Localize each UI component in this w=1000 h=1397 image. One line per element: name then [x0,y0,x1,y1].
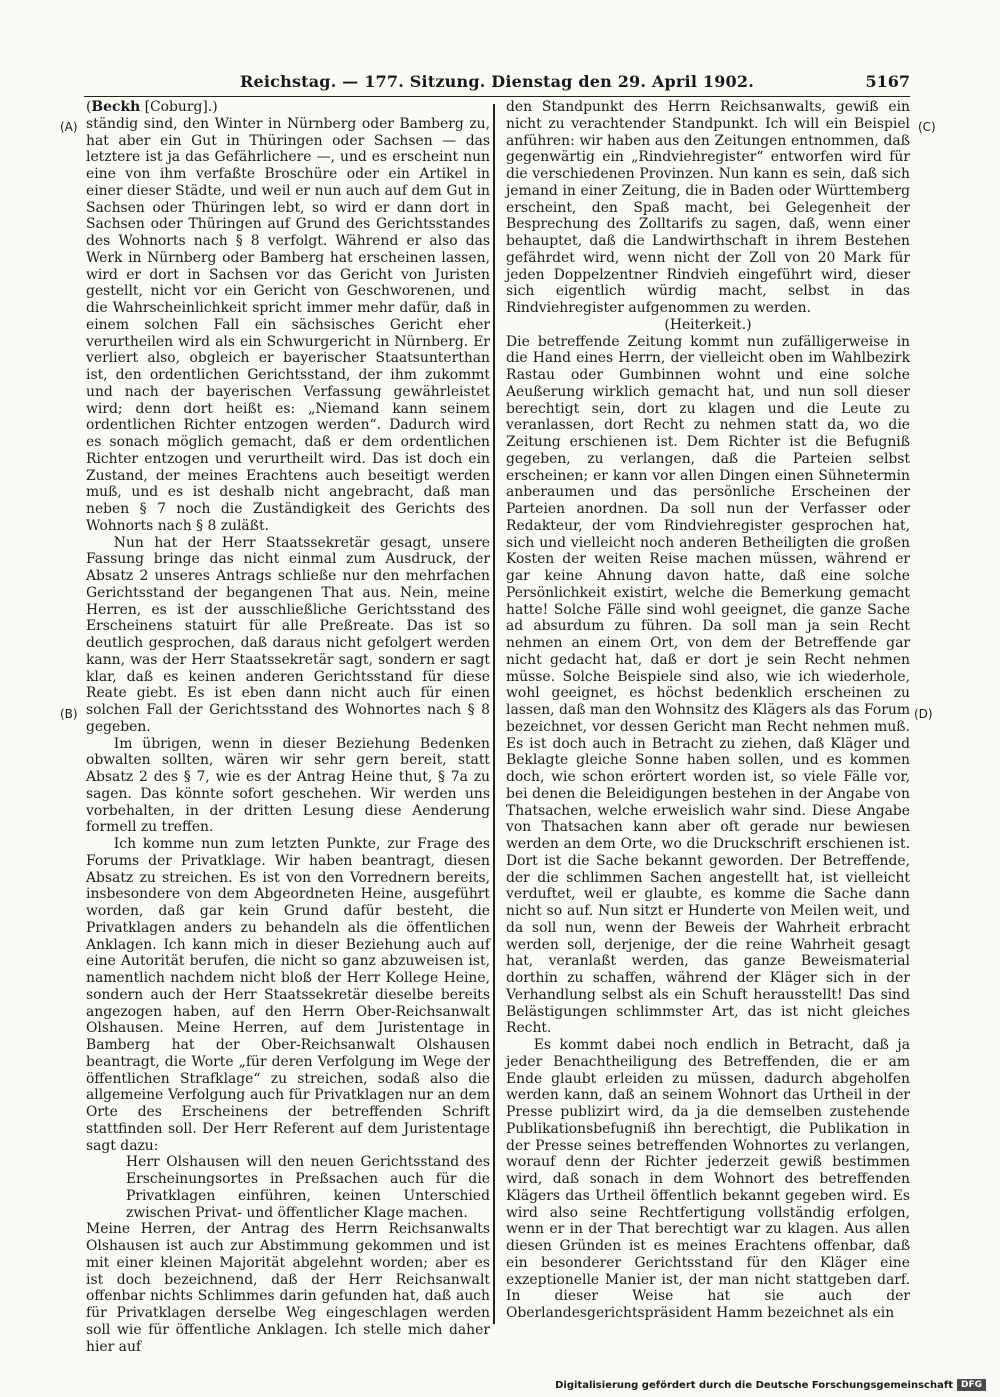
margin-mark-a: (A) [60,120,78,134]
dfg-logo: DFG [957,1379,986,1391]
paragraph: Nun hat der Herr Staatssekretär gesagt, unsere Fassung bringe das nicht einmal zum Ausdruck, der Absatz 2 unseres Antrags schließe nur den mehrfachen Gerichtsstand der begangenen That aus. Nein, meine Herren, es ist der ausschließliche Gerichtsstand des Erscheinens statuirt für alle Preßreate. Das ist so deutlich gesprochen, daß daraus nicht gefolgert werden kann, was der Herr Staatssekretär sagt, sondern er sagt klar, daß es keinen anderen Gerichtsstand für diese Reate giebt. Es ist eben dann nicht auch für einen solchen Fall der Gerichtsstand des Wohnortes nach § 8 gegeben. [86,534,490,735]
header-title: Reichstag. — 177. Sitzung. Dienstag den 29. April 1902. [240,72,754,91]
paragraph: Im übrigen, wenn in dieser Beziehung Bedenken obwalten sollten, wären wir sehr gern bereit, statt Absatz 2 des § 7, wie es der Antrag Heine thut, § 7a zu sagen. Das könnte sofort geschehen. Wir werden uns vorbehalten, in der dritten Lesung diese Aenderung formell zu treffen. [86,735,490,836]
page-number: 5167 [865,72,910,91]
right-column [506,99,910,1322]
page-header [84,72,910,97]
paragraph: ständig sind, den Winter in Nürnberg oder Bamberg zu, hat aber ein Gut in Thüringen oder Sachsen — das letztere ist ja das Gefährlichere —, und es erscheint nun eine von ihm verfaßte Broschüre oder ein Artikel in einer dieser Städte, und weil er nun auch auf dem Gut in Sachsen oder Thüringen lebt, so wird er dann dort in Sachsen oder Thüringen auf Grund des Gerichtsstandes des Wohnorts nach § 8 verfolgt. Während er also das Werk in Nürnberg oder Bamberg hat erscheinen lassen, wird er dort in Sachsen vor das Gericht von Juristen gestellt, nicht vor ein Gericht von Geschworenen, und die Wahrscheinlichkeit spricht immer mehr dafür, daß in einem solchen Fall ein sächsisches Gericht eher verurtheilen wird als ein Schwurgericht in Nürnberg. Er verliert also, obgleich er bayerischer Staatsunterthan ist, den ordentlichen Gerichtsstand, der ihm zukommt und nach der bayerischen Verfassung gewährleistet wird; denn dort heißt es: „Niemand kann seinem ordentlichen Richter entzogen werden“. Dadurch wird es sonach möglich gemacht, daß er dem ordentlichen Richter entzogen und verurtheilt wird. Das ist doch ein Zustand, der meines Erachtens auch beseitigt werden muß, und es ist deshalb nicht angebracht, daß man neben § 7 noch die Zuständigkeit des Gerichts des Wohnorts nach § 8 zuläßt. [86,115,490,534]
interjection: (Heiterkeit.) [664,316,752,333]
footer-text: Digitalisierung gefördert durch die Deutsche Forschungsgemeinschaft [555,1379,953,1391]
margin-mark-c: (C) [918,120,936,134]
column-divider [493,104,495,1324]
speaker-suffix: [Coburg].) [140,99,218,115]
left-column [86,99,490,1355]
speaker-name: Beckh [91,99,141,115]
paragraph: Die betreffende Zeitung kommt nun zufälligerweise in die Hand eines Herrn, der vielleicht oben im Wahlbezirk Rastau oder Gumbinnen wohnt und eine solche Aeußerung wirklich gemacht hat, und nun soll dieser berechtigt sein, dort zu klagen und die Leute zu veranlassen, dort Recht zu nehmen statt da, wo die Zeitung erschienen ist. Dem Richter ist die Befugniß gegeben, zu verlangen, daß die Parteien selbst erscheinen; er kann vor allen Dingen einen Sühnetermin anberaumen und das persönliche Erscheinen der Parteien anordnen. Da soll nun der Verfasser oder Redakteur, der vom Rindviehregister gesprochen hat, sich und vielleicht noch anderen Betheiligten die großen Kosten der weiten Reise machen müssen, während er gar keine Ahnung davon hatte, daß eine solche Persönlichkeit existirt, welche die Bemerkung gemacht hatte! Solche Fälle sind wohl geeignet, die ganze Sache ad absurdum zu führen. Da soll man ja sein Recht nehmen an einem Ort, von dem der Betreffende gar nicht gedacht hat, daß er dort je sein Recht nehmen müsse. Solche Beispiele sind also, wie ich wiederhole, wohl geeignet, es höchst bedenklich erscheinen zu lassen, daß man den Wohnsitz des Klägers als das Forum bezeichnet, vor dessen Gericht man Recht nehmen muß. Es ist doch auch in Betracht zu ziehen, daß Kläger und Beklagte gleiche Sonne haben sollen, und es kommen doch, wie schon erörtert worden ist, so viele Fälle vor, bei denen die Beleidigungen bestehen in der Angabe von Thatsachen, welche erweislich wahr sind. Diese Angabe von Thatsachen kann aber oft gerade nur bewiesen werden an dem Orte, wo die Druckschrift erschienen ist. Dort ist die Sache bekannt geworden. Der Betreffende, der die schlimmen Sachen angestellt hat, ist vielleicht verduftet, weil er glaubte, es komme die Sache dann nicht so auf. Nun sitzt er Hunderte von Meilen weit, und da soll nun, wenn der Beweis der Wahrheit erbracht werden soll, derjenige, der die reine Wahrheit gesagt hat, veranlaßt werden, das ganze Beweismaterial dorthin zu schaffen, während der Kläger sich in der Verhandlung selbst als ein Schuft herausstellt! Das sind Belästigungen schlimmster Art, das ist nicht gleiches Recht. [506,333,910,1037]
quotation: Herr Olshausen will den neuen Gerichtsstand des Erscheinungsortes in Preßsachen auch für die Privatklagen einführen, keinen Unterschied zwischen Privat- und öffentlicher Klage machen. [126,1154,490,1221]
speaker-prefix: ( [86,99,92,115]
margin-mark-b: (B) [60,707,78,721]
paragraph: Ich komme nun zum letzten Punkte, zur Frage des Forums der Privatklage. Wir haben beantragt, diesen Absatz zu streichen. Es ist von den Vorrednern bereits, insbesondere von dem Abgeordneten Heine, ausgeführt worden, daß gar kein Grund dafür besteht, die Privatklagen anders zu behandeln als die öffentlichen Anklagen. Ich kann mich in dieser Beziehung auch auf eine Autorität berufen, die nicht so ganz abzuweisen ist, namentlich nachdem nicht bloß der Herr Kollege Heine, sondern auch der Herr Staatssekretär dieselbe bereits angezogen haben, auf den Herrn Ober-Reichsanwalt Olshausen. Meine Herren, auf dem Juristentage in Bamberg hat der Ober-Reichsanwalt Olshausen beantragt, die Worte „für deren Verfolgung im Wege der öffentlichen Strafklage“ zu streichen, sodaß also die allgemeine Verfolgung auch für Privatklagen nur an dem Orte des Erscheinens der betreffenden Schrift stattfinden soll. Der Herr Referent auf dem Juristentage sagt dazu: [86,836,490,1154]
paragraph: den Standpunkt des Herrn Reichsanwalts, gewiß ein nicht zu verachtender Standpunkt. Ich will ein Beispiel anführen: wir haben aus den Zeitungen entnommen, daß gegenwärtig ein „Rindviehregister“ entworfen wird für die verschiedenen Provinzen. Nun kann es sein, daß sich jemand in einer Zeitung, die in Baden oder Württemberg erscheint, den Spaß macht, bei Gelegenheit der Besprechung des Zolltarifs zu sagen, daß, wenn einer behauptet, daß die Landwirthschaft in ihrem Bestehen gefährdet wird, wenn nicht der Zoll von 20 Mark für jeden Doppelzentner Rindvieh eingeführt wird, dieser sich eigentlich würdig macht, selbst in das Rindviehregister aufgenommen zu werden. [506,99,910,316]
margin-mark-d: (D) [914,707,933,721]
paragraph: Meine Herren, der Antrag des Herrn Reichsanwalts Olshausen ist auch zur Abstimmung gekommen und ist mit einer kleinen Majorität abgelehnt worden; aber es ist doch bezeichnend, daß der Herr Reichsanwalt offenbar nichts Schlimmes darin gefunden hat, daß auch für Privatklagen derselbe Weg eingeschlagen werden soll wie für öffentliche Anklagen. Ich stelle mich daher hier auf [86,1221,490,1355]
paragraph: Es kommt dabei noch endlich in Betracht, daß ja jeder Benachtheiligung des Betreffenden, die er am Ende glaubt erleiden zu müssen, dadurch abgeholfen werden kann, daß an seinem Wohnort das Urtheil in der Presse publizirt wird, da ja die demselben zustehende Publikationsbefugniß ihn berechtigt, die Publikation in der Presse seines betreffenden Wohnortes zu verlangen, worauf denn der Richter jederzeit gewiß bestimmen wird, daß sonach in dem Wohnort des betreffenden Klägers das Urtheil öffentlich bekannt gegeben wird. Es wird also seine Rechtfertigung vollständig erfolgen, wenn er in der That berechtigt war zu klagen. Aus allen diesen Gründen ist es meines Erachtens offenbar, daß ein besonderer Gerichtsstand für den Kläger eine exzeptionelle Manier ist, der man nicht stattgeben darf. In dieser Weise hat sie auch der Oberlandesgerichtspräsident Hamm bezeichnet als ein [506,1037,910,1321]
speaker-line [86,99,490,116]
footer [555,1379,986,1391]
